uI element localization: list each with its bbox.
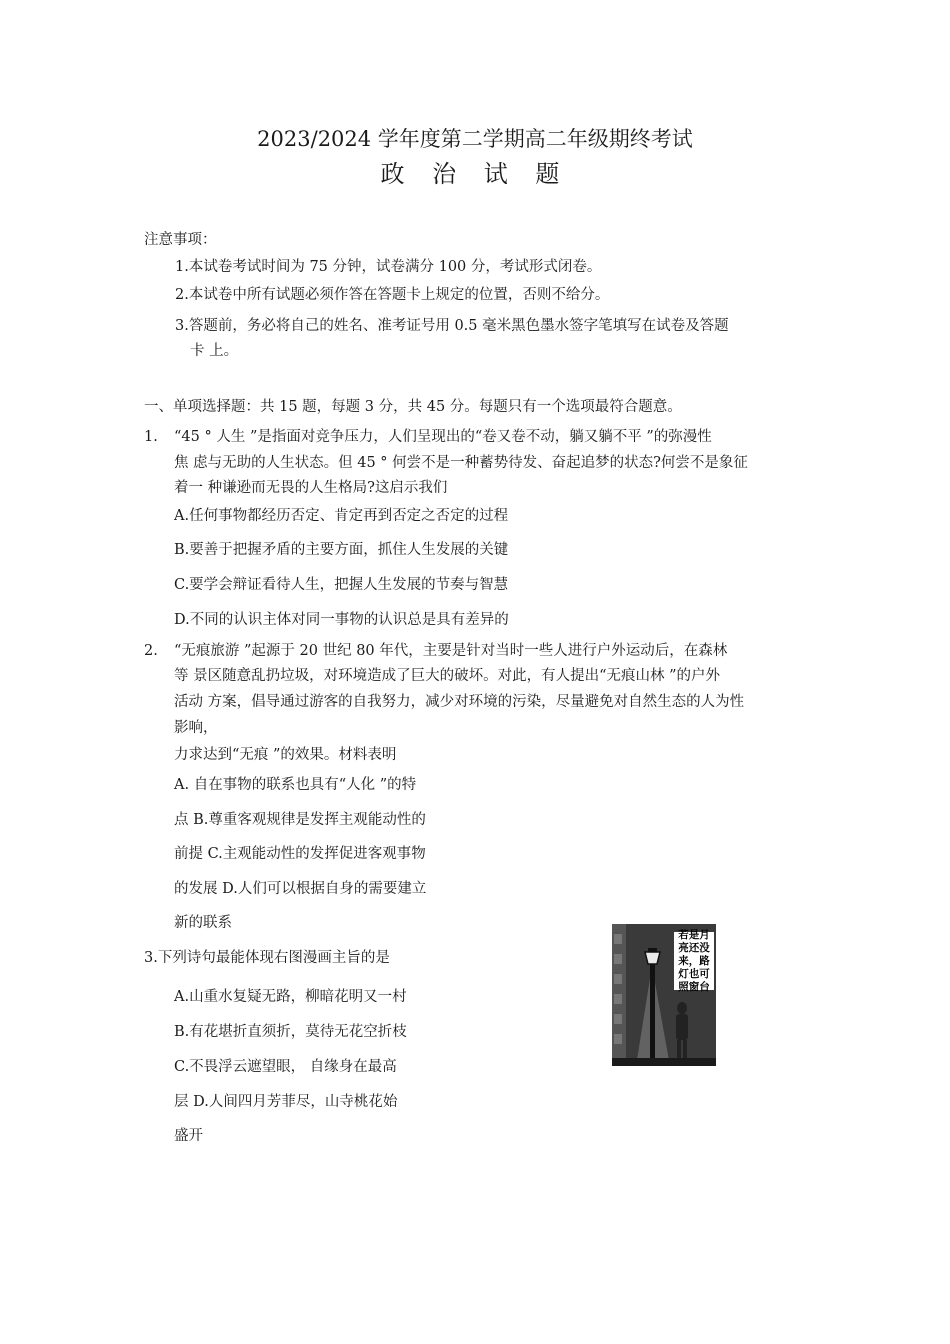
cartoon-image (612, 924, 716, 1066)
answer-option: A.任何事物都经历否定、肯定再到否定之否定的过程 (174, 508, 509, 524)
section-heading: 一、单项选择题：共 15 题，每题 3 分，共 45 分。每题只有一个选项最符合题意。 (144, 399, 682, 415)
answer-option: 层 D.人间四月芳菲尽，山寺桃花始 (174, 1094, 398, 1110)
notice-item: 1.本试卷考试时间为 75 分钟，试卷满分 100 分，考试形式闭卷。 (175, 259, 602, 275)
question-stem-line: 力求达到“无痕 ”的效果。材料表明 (174, 747, 397, 763)
cartoon-speech-bubble (674, 928, 714, 993)
answer-option: 前提 C.主观能动性的发挥促进客观事物 (174, 846, 426, 862)
page-subtitle: 政 治 试 题 (380, 160, 570, 188)
cartoon-text-line: 来，路 (678, 954, 710, 967)
question-stem-line: 着一 种谦逊而无畏的人生格局?这启示我们 (174, 480, 448, 496)
answer-option: B.有花堪折直须折，莫待无花空折枝 (174, 1024, 407, 1040)
question-number: 1. (144, 429, 158, 445)
question-stem-line: “无痕旅游 ”起源于 20 世纪 80 年代，主要是针对当时一些人进行户外运动后，在森林 (174, 643, 728, 659)
answer-option: 的发展 D.人们可以根据自身的需要建立 (174, 881, 427, 897)
answer-option: 点 B.尊重客观规律是发挥主观能动性的 (174, 812, 426, 828)
answer-option: 新的联系 (174, 915, 232, 931)
cartoon-text-line: 灯也可 (678, 967, 710, 980)
question-stem: 3.下列诗句最能体现右图漫画主旨的是 (144, 950, 390, 966)
page-title: 2023/2024 学年度第二学期高二年级期终考试 (257, 127, 693, 151)
answer-option: C.要学会辩证看待人生，把握人生发展的节奏与智慧 (174, 577, 509, 593)
cartoon-text-line: 亮还没 (678, 941, 710, 954)
answer-option: A. 自在事物的联系也具有“人化 ”的特 (174, 777, 417, 793)
question-number: 2. (144, 643, 158, 659)
question-stem-line: 影响， (174, 720, 218, 736)
answer-option: D.不同的认识主体对同一事物的认识总是具有差异的 (174, 612, 509, 628)
answer-option: B.要善于把握矛盾的主要方面，抓住人生发展的关键 (174, 542, 509, 558)
notice-item: 卡 上。 (190, 343, 239, 359)
answer-option: 盛开 (174, 1128, 203, 1144)
question-stem-line: 活动 方案，倡导通过游客的自我努力，减少对环境的污染，尽量避免对自然生态的人为性 (174, 694, 745, 710)
notice-item: 3.答题前，务必将自己的姓名、准考证号用 0.5 毫米黑色墨水签字笔填写在试卷及答题 (175, 318, 729, 334)
cartoon-text-line: 照窗台 (678, 980, 710, 993)
question-stem-line: 等 景区随意乱扔垃圾，对环境造成了巨大的破坏。对此，有人提出“无痕山林 ”的户外 (174, 668, 721, 684)
cartoon-text-line: 若是月 (678, 928, 710, 941)
answer-option: A.山重水复疑无路，柳暗花明又一村 (174, 989, 407, 1005)
question-stem-line: “45 ° 人生 ”是指面对竞争压力，人们呈现出的“卷又卷不动，躺又躺不平 ”的弥漫性 (174, 429, 712, 445)
notice-heading: 注意事项： (144, 232, 217, 248)
notice-item: 2.本试卷中所有试题必须作答在答题卡上规定的位置，否则不给分。 (175, 287, 610, 303)
answer-option: C.不畏浮云遮望眼， 自缘身在最高 (174, 1059, 397, 1075)
question-stem-line: 焦 虑与无助的人生状态。但 45 ° 何尝不是一种蓄势待发、奋起追梦的状态?何尝不是象征 (174, 455, 748, 471)
